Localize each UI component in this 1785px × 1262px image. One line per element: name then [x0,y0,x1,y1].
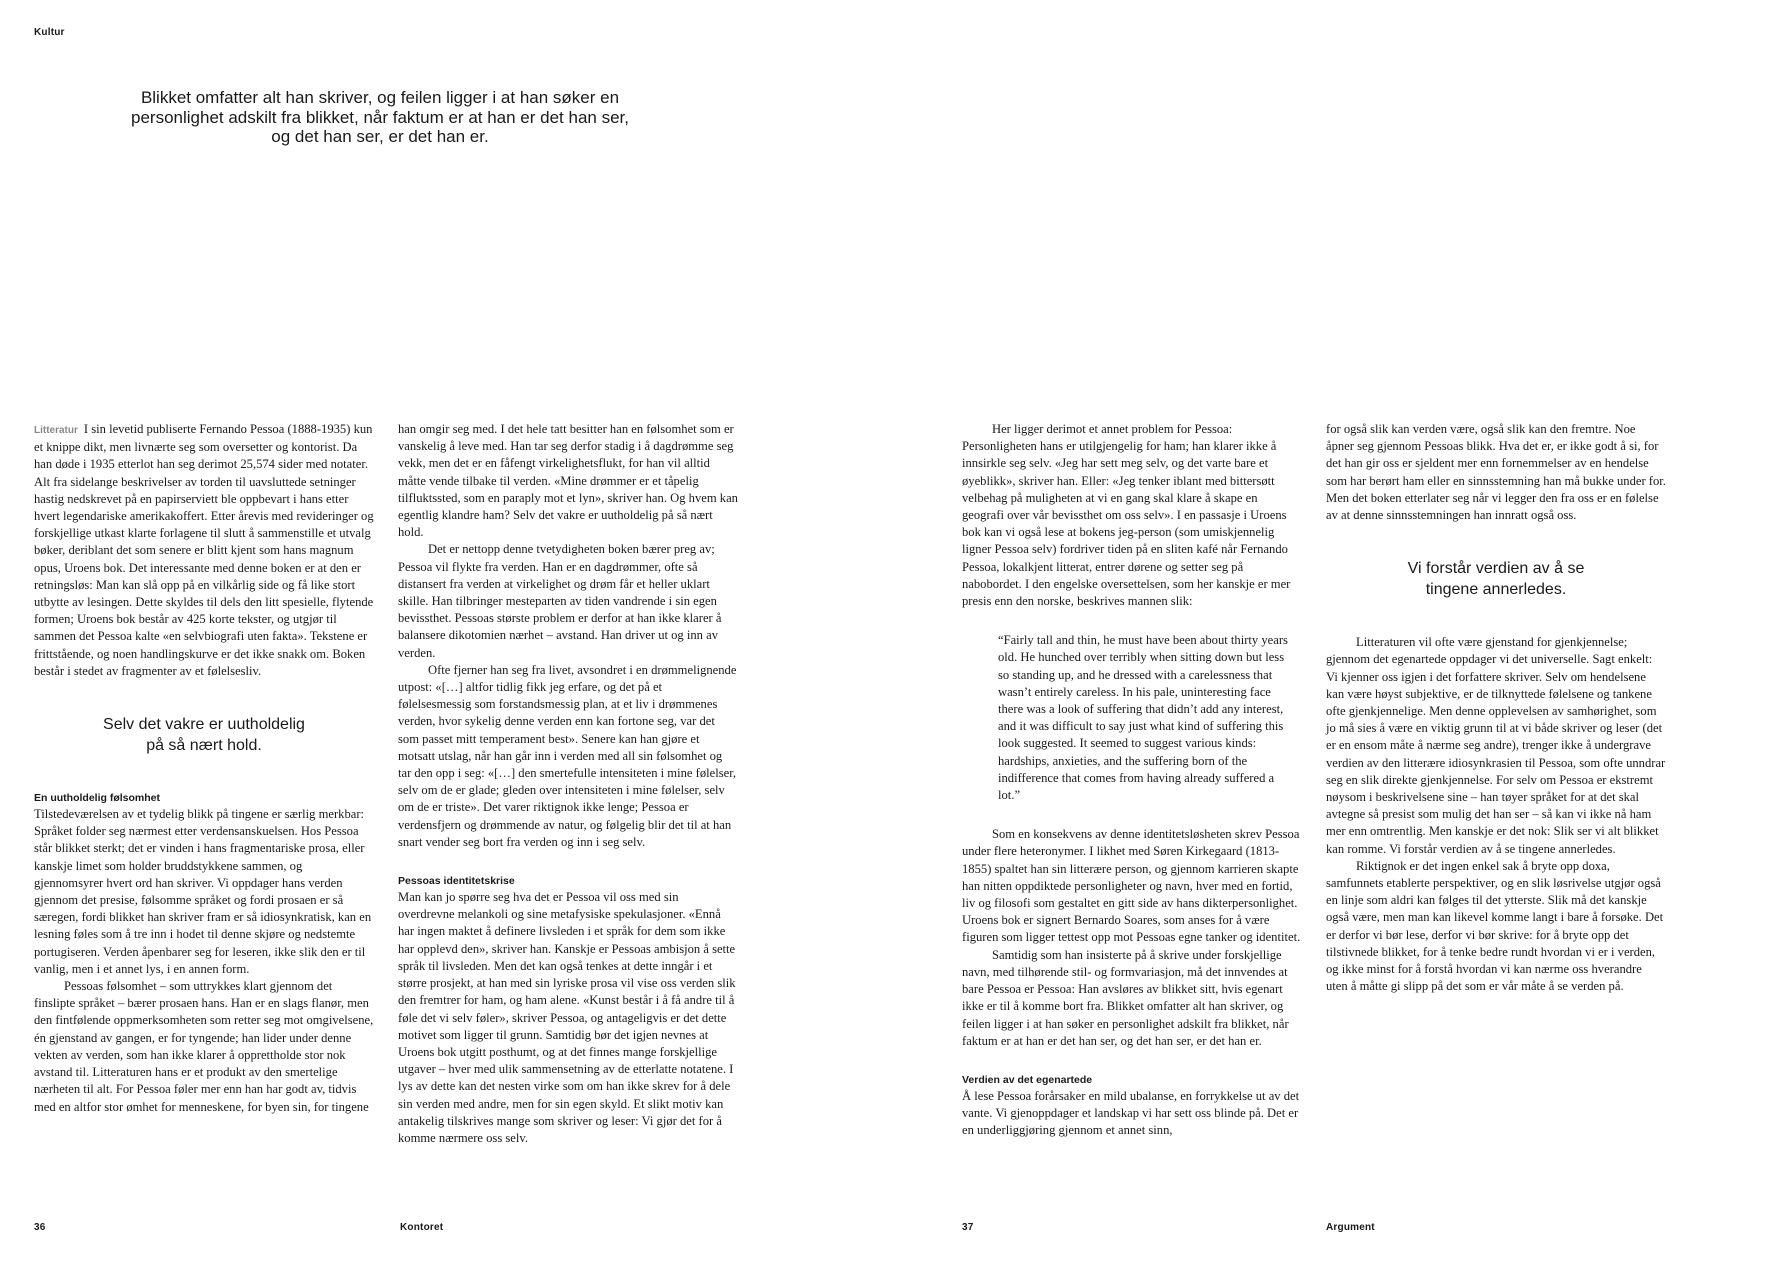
top-pull-quote: Blikket omfatter alt han skriver, og feilen ligger i at han søker en personlighet adskilt fra blikket, når faktum er at han er det han ser, og det han ser, er det han er. [131,88,629,146]
col4-paragraph-3: Riktignok er det ingen enkel sak å bryte opp doxa, samfunnets etablerte perspektiver, og en slik løsrivelse utgjør også en linje som aldri kan følges til det ytterste. Slik må det kanskje også være, men man kan likevel komme langt i bare å forsøke. Det er derfor vi bør lese, derfor vi bør skrive: for å bryte opp det tilstivnede blikket, for å tenke bedre rundt hvordan vi er i verden, og ikke minst for å forstå hvordan vi kan nærme oss hverandre uten å måtte gi slipp på det som er vår måte å se verden på. [1326,858,1664,994]
col3-paragraph-1: Her ligger derimot et annet problem for Pessoa: Personligheten hans er utilgjengelig for ham; han klarer ikke å innsirkle seg selv. «Jeg har sett meg selv, og det varte bare et øyeblikk», skriver han. Eller: «Jeg tenker iblant med bittersøtt velbehag på muligheten at vi en gang skal klare å skape en geografi over vår bevissthet om oss selv». I en passasje i Uroens bok kan vi også lese at bokens jeg-person (som umiskjennelig ligner Pessoa selv) fordriver tiden på en sliten kafé når Fernando Pessoa, lokalkjent litterat, entrer dørene og setter seg på nabobordet. I den engelske oversettelsen, som her kanskje er mer presis enn den norske, beskrives mannen slik: [962,422,1291,609]
column-4 [1326,421,1666,995]
col3-subheading: Verdien av det egenartede [962,1073,1093,1086]
col3-paragraph-2: Som en konsekvens av denne identitetsløsheten skrev Pessoa under flere heteronymer. I likhet med Søren Kirkegaard (1813-1855) spaltet han sin litterære person, og gjennom karrieren skapte han nitten oppdiktede personligheter og navn, hver med en fortid, liv og filosofi som gestaltet en gitt side av hans dikterpersonlighet. Uroens bok er signert Bernardo Soares, som anses for å være figuren som ligger tettest opp mot Pessoas egne tanker og identitet. [962,827,1301,945]
col2-paragraph-4: Man kan jo spørre seg hva det er Pessoa vil oss med sin overdrevne melankoli og sine metafysiske spekulasjoner. «Ennå har ingen maktet å definere livsleden i et språk for dem som ikke har opplevd den», skriver han. Kanskje er Pessoas ambisjon å sette språk til livsleden. Men det kan også tenkes at dette inngår i et større prosjekt, at han med sin lyriske prosa vil vise oss verden slik den fremtrer for ham, og ham alene. «Kunst består i å få andre til å føle det vi selv føler», skriver Pessoa, og antageligvis er det dette motivet som ligger til grunn. Samtidig bør det igjen nevnes at Uroens bok utgitt posthumt, og at det finnes mange forskjellige utgaver – hver med ulik sammensetning av de etterlatte notatene. I lys av dette kan det nesten virke som om han ikke skrev for å dele sin verden med andre, men for sin egen skyld. Et slikt motiv kan antakelig tilskrives mange som skriver og leser: Vi gjør det for å komme nærmere oss selv. [398,890,736,1145]
col3-block-quote: “Fairly tall and thin, he must have been about thirty years old. He hunched over terribly when sitting down but less so standing up, and he dressed with a carelessness that wasn’t entirely careless. In his pale, uninteresting face there was a look of suffering that didn’t add any interest, and it was difficult to say just what kind of suffering this look suggested. It seemed to suggest various kinds: hardships, anxieties, and the suffering born of the indifference that comes from having already suffered a lot.” [998,633,1288,803]
column-3 [962,421,1302,1140]
col4-pull-quote: Vi forstår verdien av å se tingene annerledes. [1407,560,1585,599]
page-number-left: 36 [34,1222,46,1233]
col3-paragraph-3: Samtidig som han insisterte på å skrive under forskjellige navn, med tilhørende stil- og formvariasjon, må det innvendes at bare Pessoa er Pessoa: Han avsløres av blikket sitt, hvis egenart ikke er til å komme bort fra. Blikket omfatter alt han skriver, og feilen ligger i at han søker en personlighet adskilt fra blikket, når faktum er at han er det han ser, og det han ser, er det han er. [962,947,1289,1048]
column-2 [398,421,738,1147]
col1-pull-quote: Selv det vakre er uutholdelig på så nært hold. [103,716,305,755]
col2-subheading: Pessoas identitetskrise [398,875,515,888]
col2-paragraph-3: Ofte fjerner han seg fra livet, avsondret i en drømmelignende utpost: «[…] altfor tidlig fikk jeg erfare, og det på et følelsesmessig som forstandsmessig plan, at et liv i drømmenes verden, hvor sykelig denne verden enn kan fortone seg, var det som passet mitt temperament best». Senere kan han gjøre et motsatt utslag, når han går inn i verden med all sin følsomhet og tar den opp i seg: «[…] den smertefulle intensiteten i mine følelser, selv om de er glade; gleden over intensiteten i mine følelser, selv om de er triste». Det varer riktignok ikke lenge; Pessoa er verdensfjern og drømmende av natur, og følgelig blir det til at han snart vender seg bort fra verden og inn i seg selv. [398,662,737,849]
col1-paragraph-2: Tilstedeværelsen av et tydelig blikk på tingene er særlig merkbar: Språket folder seg nærmest etter verdensanskuelsen. Hos Pessoa står blikket sterkt; det er vinden i hans fragmentariske prosa, eller kanskje limet som holder bruddstykkene sammen, og gjennomsyrer hvert ord han skriver. Vi oppdager hans verden gjennom det presise, følsomme språket og fordi prosaen er så særegen, fordi blikket han skriver fram er så idiosynkratisk, kan en lesning føles som å tre inn i hodet til denne skjøre og nedstemte portugiseren. Verden åpenbarer seg for leseren, ikke slik den er til vanlig, men i et annet lys, i en annen form. [34,807,372,976]
col4-paragraph-2: Litteraturen vil ofte være gjenstand for gjenkjennelse; gjennom det egenartede oppdager vi det universelle. Sagt enkelt: Vi kjenner oss igjen i det forfattere skriver. Selv om hendelsene kan være høyst subjektive, er de tilknyttede følelsene og tankene ofte gjenkjennelige. Men denne opplevelsen av samhørighet, som jo må sies å være en viktig grunn til at vi både skriver og leser (det er en ensom måte å nærme seg andre), trenger ikke å undergrave verdien av den litterære idiosynkrasien til Pessoa, som ofte unndrar seg en slik direkte gjenkjennelse. For selv om Pessoa er ekstremt nøysom i beskrivelsene sine – han tøyer språket for at det skal avtegne så presist som mulig det han ser – så kan vi ikke nå ham mer enn omtrentlig. Men kanskje er det nok: Slik ser vi alt blikket kan romme. Vi forstår verdien av å se tingene annerledes. [1326,635,1666,856]
section-label: Kultur [34,27,65,38]
magazine-section-right: Argument [1326,1222,1375,1233]
magazine-section-left: Kontoret [400,1222,444,1233]
col1-text-1: I sin levetid publiserte Fernando Pessoa (1888-1935) kun et knippe dikt, men livnærte seg som oversetter og kontorist. Da han døde i 1935 etterlot han seg derimot 25,574 sider med notater. Alt fra sidelange beskrivelser av torden til uavsluttede setninger hastig nedskrevet på en papirserviett ble oppbevart i hans etter hvert legendariske amerikakoffert. Etter årevis med revideringer og forskjellige utkast klarte forlagene til slutt å sammenstille et utvalg bøker, deriblant det som senere er blitt kjent som hans magnum opus, Uroens bok. Det interessante med denne boken er at den er retningsløs: Man kan slå opp på en vilkårlig side og få like stort utbytte av lesingen. Dette skyldes til dels den litt spesielle, flytende formen; Uroens bok består av 425 korte tekster, og utgjør til sammen det Pessoa kalte «en selvbiografi uten fakta». Tekstene er frittstående, og noen handlingskurve er det ikke snakk om. Boken består i stedet av fragmenter av et følelsesliv. [34,422,374,678]
col1-subheading: En uutholdelig følsomhet [34,792,160,805]
col4-paragraph-1: for også slik kan verden være, også slik kan den fremtre. Noe åpner seg gjennom Pessoas blikk. Hva det er, er ikke godt å si, for det han gir oss er sjeldent mer enn fornemmelser av en hendelse som har berørt ham eller en sinnsstemning han må bukke under for. Men det boken etterlater seg når vi legger den fra oss er en følelse av at denne sinnsstemningen han innratt også oss. [1326,422,1666,523]
col2-paragraph-2: Det er nettopp denne tvetydigheten boken bærer preg av; Pessoa vil flykte fra verden. Han er en dagdrømmer, ofte så distansert fra verden at virkelighet og drøm får et heller uklart skille. Han tilbringer mesteparten av tiden vandrende i sin egen bevissthet. Pessoas største problem er derfor at han ikke klarer å balansere dikotomien nærhet – avstand. Han driver ut og inn av verden. [398,542,722,660]
column-1 [34,421,374,1116]
page-number-right: 37 [962,1222,974,1233]
col1-paragraph-1 [34,421,374,680]
col1-paragraph-3: Pessoas følsomhet – som uttrykkes klart gjennom det finslipte språket – bærer prosaen hans. Han er en slags flanør, men den fintfølende oppmerksomheten som retter seg mot omgivelsene, én gjenstand av gangen, er for tyngende; han lider under denne vekten av verden, som han ikke klarer å opprettholde stor nok avstand til. Litteraturen hans er et produkt av den smertelige nærheten til alt. For Pessoa føler mer enn han har godt av, tidvis med en altfor stor ømhet for menneskene, for byen sin, for tingene [34,979,374,1114]
kicker-label: Litteratur [34,425,78,436]
col2-paragraph-1: han omgir seg med. I det hele tatt besitter han en følsomhet som er vanskelig å leve med. Han tar seg derfor stadig i å dagdrømme seg vekk, men det er en fåfengt virkelighetsflukt, for han vil alltid måtte vende tilbake til verden. «Mine drømmer er et tåpelig tilfluktssted, som en paraply mot et lyn», skriver han. Og hvem kan egentlig klandre ham? Selv det vakre er uutholdelig på så nært hold. [398,422,738,540]
col3-paragraph-4: Å lese Pessoa forårsaker en mild ubalanse, en forrykkelse ut av det vante. Vi gjenoppdager et landskap vi har sett oss blinde på. Det er en underliggjøring gjennom et annet sinn, [962,1088,1300,1138]
